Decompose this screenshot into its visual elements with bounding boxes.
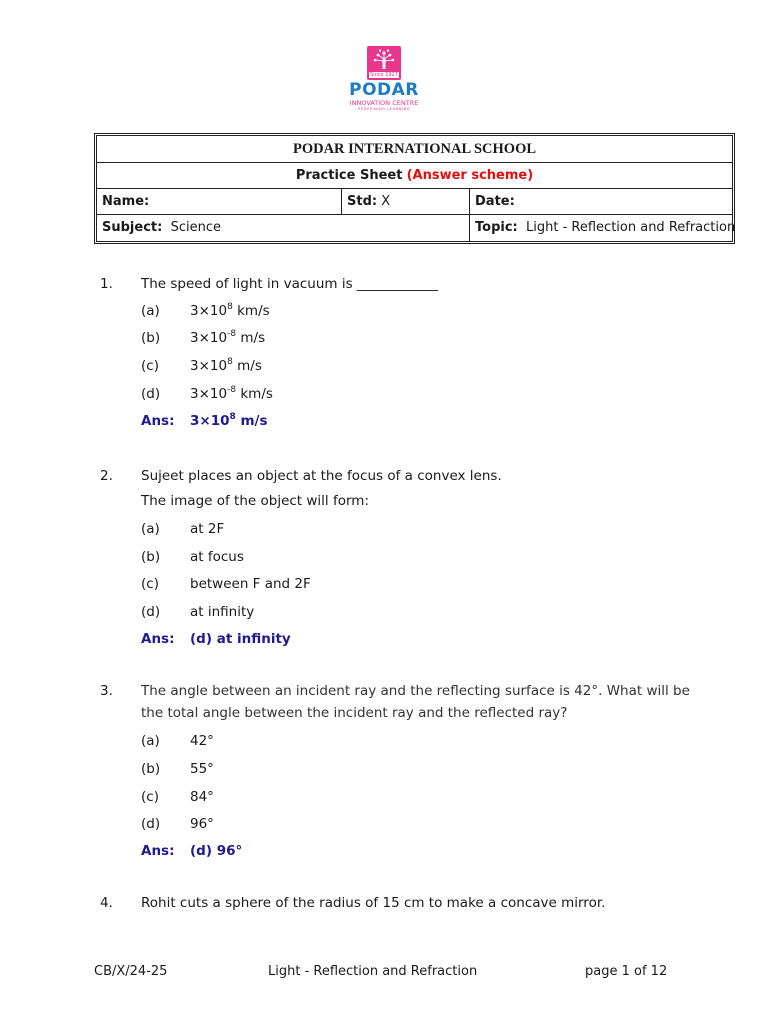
q1-option-a-label: (a)	[141, 303, 160, 319]
q3-option-c: 84°	[190, 789, 214, 805]
q1-option-b: $3\times 10^{-8}$ m/s	[190, 328, 266, 346]
q2-option-b-label: (b)	[141, 549, 161, 565]
q3-answer: (d) 96°	[190, 843, 243, 859]
topic-value: Light - Reflection and Refraction	[526, 220, 736, 235]
question-3-number: 3.	[100, 683, 113, 699]
podar-logo	[334, 46, 434, 116]
q3-answer-label: Ans:	[141, 843, 175, 859]
question-1-number: 1.	[100, 276, 113, 292]
q3-option-b-label: (b)	[141, 761, 161, 777]
header-row-name	[97, 188, 732, 215]
logo-tagline: REDEFINING LEARNING	[357, 107, 411, 111]
date-label: Date:	[475, 193, 515, 209]
header-row-sheet	[97, 162, 732, 189]
q2-answer-label: Ans:	[141, 631, 175, 647]
q3-option-a-label: (a)	[141, 733, 160, 749]
q2-option-d: at infinity	[190, 604, 255, 620]
name-label: Name:	[102, 193, 150, 209]
tree-icon	[367, 46, 401, 72]
q2-option-b: at focus	[190, 549, 244, 565]
q2-option-c: between F and 2F	[190, 576, 311, 592]
question-4-text: Rohit cuts a sphere of the radius of 15 cm to make a concave mirror.	[141, 895, 606, 911]
q1-option-c: $3\times 10^8$ m/s	[190, 356, 262, 374]
q1-answer-label: Ans:	[141, 413, 175, 429]
q1-answer: $3\times 10^8$ m/s	[190, 411, 268, 429]
footer-code: CB/X/24-25	[94, 964, 168, 979]
q1-option-b-label: (b)	[141, 330, 161, 346]
q3-option-b: 55°	[190, 761, 214, 777]
topic-label: Topic:	[475, 220, 518, 235]
question-3-text-line-1: The angle between an incident ray and the reflecting surface is 42°. What will be	[141, 683, 690, 699]
q1-option-d-label: (d)	[141, 386, 161, 402]
question-4-number: 4.	[100, 895, 113, 911]
q2-option-c-label: (c)	[141, 576, 159, 592]
logo-subtitle: INNOVATION CENTRE	[349, 99, 419, 107]
q3-option-d-label: (d)	[141, 816, 161, 832]
question-1-text: The speed of light in vacuum is ____________	[141, 276, 438, 292]
footer-page-number: page 1 of 12	[585, 964, 668, 979]
logo-wordmark: PODAR	[349, 80, 419, 100]
std-value: X	[381, 193, 391, 209]
q2-option-a: at 2F	[190, 521, 225, 537]
sheet-note: (Answer scheme)	[406, 167, 534, 183]
std-label: Std:	[347, 193, 378, 209]
q2-option-d-label: (d)	[141, 604, 161, 620]
question-2-text-line-1: Sujeet places an object at the focus of a convex lens.	[141, 468, 502, 484]
q1-option-c-label: (c)	[141, 358, 159, 374]
q1-option-a: $3\times 10^8$ km/s	[190, 301, 270, 319]
subject-label: Subject:	[102, 220, 163, 235]
q1-option-d: $3\times 10^{-8}$ km/s	[190, 384, 273, 402]
school-name: PODAR INTERNATIONAL SCHOOL	[292, 140, 537, 157]
sheet-title: Practice Sheet	[295, 167, 403, 183]
q3-option-c-label: (c)	[141, 789, 159, 805]
logo-since: Since 1927	[370, 72, 398, 78]
header-row-school	[97, 136, 732, 163]
header-table	[94, 133, 735, 244]
q2-answer: (d) at infinity	[190, 631, 291, 647]
question-3-text-line-2: the total angle between the incident ray and the reflected ray?	[141, 705, 568, 721]
q2-option-a-label: (a)	[141, 521, 160, 537]
question-2-text-line-2: The image of the object will form:	[141, 493, 369, 509]
question-2-number: 2.	[100, 468, 113, 484]
q3-option-d: 96°	[190, 816, 214, 832]
logo-emblem	[367, 46, 401, 80]
subject-value: Science	[170, 220, 221, 235]
header-row-subject	[97, 214, 736, 241]
q3-option-a: 42°	[190, 733, 214, 749]
footer-topic: Light - Reflection and Refraction	[268, 964, 478, 979]
